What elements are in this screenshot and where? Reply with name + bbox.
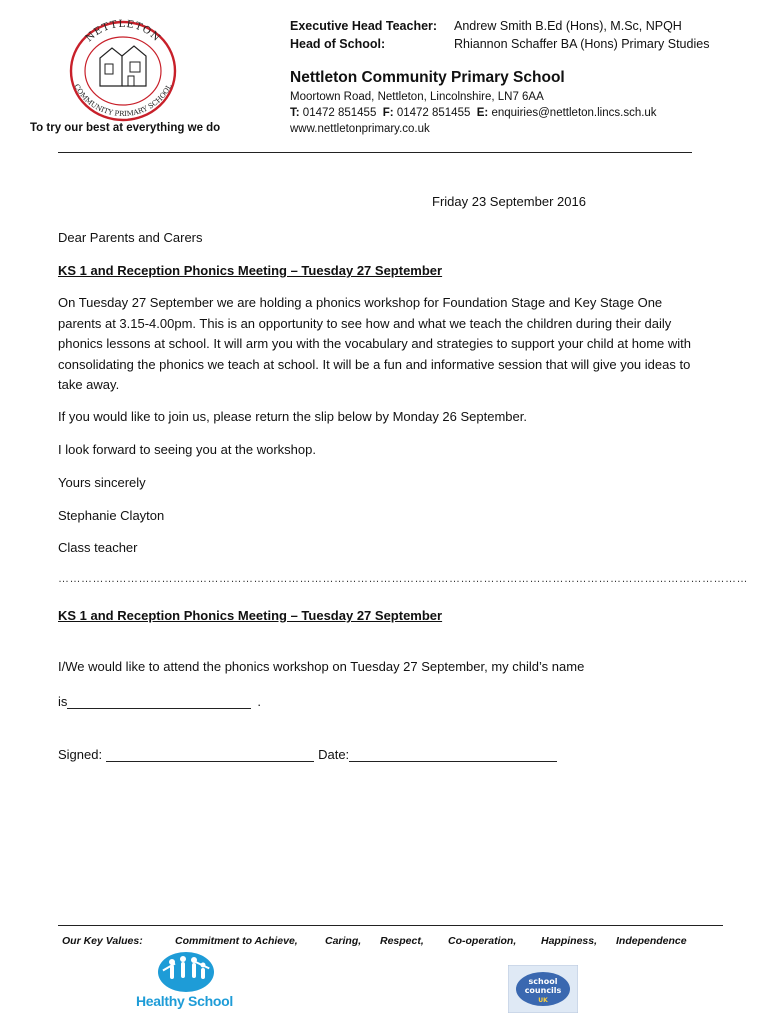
head-of-school-label: Head of School: (290, 37, 386, 51)
svg-text:school: school (528, 977, 558, 986)
value-item: Caring, (325, 935, 362, 947)
child-name-row: is . (58, 694, 262, 709)
value-item: Happiness, (541, 935, 598, 947)
school-councils-logo (508, 965, 578, 1013)
cut-line: ……………………………………………………………………………………………………………………………………………………………… (58, 573, 748, 585)
signatory-role: Class teacher (58, 540, 138, 555)
is-label: is (58, 694, 68, 709)
address: Moortown Road, Nettleton, Lincolnshire, LN7 6AA (290, 91, 544, 103)
svg-text:councils: councils (524, 986, 562, 995)
letter-heading: KS 1 and Reception Phonics Meeting – Tuesday 27 September (58, 263, 443, 278)
salutation: Dear Parents and Carers (58, 230, 203, 245)
school-motto: To try our best at everything we do (30, 122, 221, 134)
email-link[interactable]: enquiries@nettleton.lincs.sch.uk (491, 107, 657, 119)
website-link[interactable]: www.nettletonprimary.co.uk (290, 123, 430, 135)
contact-block (290, 89, 657, 137)
head-of-school-name: Rhiannon Schaffer BA (Hons) Primary Studies (454, 37, 710, 51)
date-label: Date: (318, 747, 350, 762)
svg-text:UK: UK (538, 997, 548, 1004)
fax: 01472 851455 (396, 107, 471, 119)
paragraph-intro: On Tuesday 27 September we are holding a phonics workshop for Foundation Stage and Key Stage One parents at 3.15-4.00pm. This is an opportunity to see how and what we teach the children during their daily phonics lessons at school. It will arm you with the vocabulary and strategies to support your child at home with consolidating the phonics we teach at school. It will be a fun and informative session that will give you ideas to take away. (58, 295, 691, 393)
header-divider (58, 152, 692, 153)
value-item: Respect, (380, 935, 424, 947)
child-name-field[interactable] (67, 695, 251, 709)
staff-block (290, 17, 709, 53)
values-label: Our Key Values: (62, 935, 143, 947)
signature-row (58, 747, 557, 762)
signature-field[interactable] (106, 748, 314, 762)
slip-heading: KS 1 and Reception Phonics Meeting – Tuesday 27 September (58, 608, 443, 623)
school-crest-logo (60, 16, 186, 124)
exec-head-label: Executive Head Teacher: (290, 19, 438, 33)
telephone: 01472 851455 (302, 107, 377, 119)
slip-attend-line: I/We would like to attend the phonics workshop on Tuesday 27 September, my child’s name (58, 659, 585, 674)
value-item: Independence (616, 935, 687, 947)
svg-text:COMMUNITY PRIMARY SCHOOL: COMMUNITY PRIMARY SCHOOL (72, 82, 174, 119)
paragraph-look-forward: I look forward to seeing you at the workshop. (58, 442, 316, 457)
date-field[interactable] (349, 748, 557, 762)
footer-divider (58, 925, 723, 926)
exec-head-name: Andrew Smith B.Ed (Hons), M.Sc, NPQH (454, 19, 682, 33)
value-item: Co-operation, (448, 935, 517, 947)
school-name: Nettleton Community Primary School (290, 69, 565, 86)
svg-text:NETTLETON: NETTLETON (83, 18, 163, 45)
phone-line: T: 01472 851455 F: 01472 851455 E: enquiries@nettleton.lincs.sch.uk (290, 107, 657, 119)
letter-date: Friday 23 September 2016 (432, 194, 586, 209)
value-item: Commitment to Achieve, (175, 935, 298, 947)
paragraph-return-slip: If you would like to join us, please return the slip below by Monday 26 September. (58, 409, 527, 424)
healthy-school-text: Healthy School (136, 993, 233, 1009)
signatory-name: Stephanie Clayton (58, 508, 165, 523)
signed-label: Signed: (58, 747, 103, 762)
closing: Yours sincerely (58, 475, 146, 490)
